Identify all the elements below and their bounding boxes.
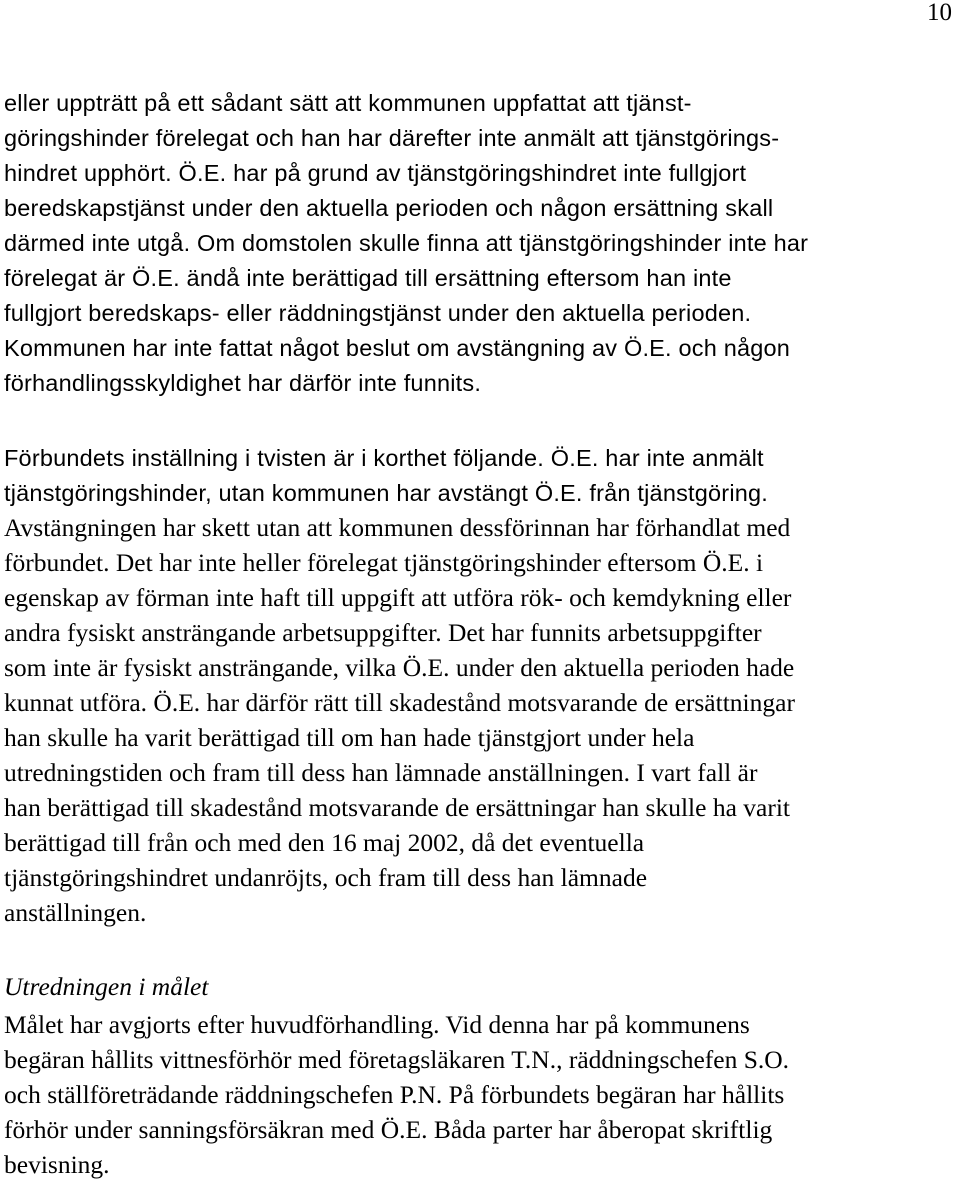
paragraph-2-line-6: andra fysiskt ansträngande arbetsuppgifter. Det har funnits arbetsuppgifter (4, 618, 762, 647)
paragraph-3-line-3: och ställföreträdande räddningschefen P.N. På förbundets begäran har hållits (4, 1080, 785, 1109)
paragraph-2-line-8: kunnat utföra. Ö.E. har därför rätt till skadestånd motsvarande de ersättningar (4, 688, 795, 717)
paragraph-2-line-5: egenskap av förman inte haft till uppgift att utföra rök- och kemdykning eller (4, 583, 792, 612)
section-heading: Utredningen i målet (4, 972, 209, 1001)
paragraph-2-line-10: utredningstiden och fram till dess han lämnade anställningen. I vart fall är (4, 758, 758, 787)
paragraph-2-line-1: Förbundets inställning i tvisten är i korthet följande. Ö.E. har inte anmält (4, 445, 764, 471)
paragraph-1-line-2: göringshinder förelegat och han har därefter inte anmält att tjänstgörings- (4, 125, 780, 151)
paragraph-1-line-4: beredskapstjänst under den aktuella perioden och någon ersättning skall (4, 195, 774, 221)
paragraph-3-line-2: begäran hållits vittnesförhör med företagsläkaren T.N., räddningschefen S.O. (4, 1045, 790, 1074)
paragraph-1-line-8: Kommunen har inte fattat något beslut om avstängning av Ö.E. och någon (4, 335, 791, 361)
paragraph-2-line-13: tjänstgöringshindret undanröjts, och fram till dess han lämnade (4, 863, 648, 892)
paragraph-1-line-5: därmed inte utgå. Om domstolen skulle finna att tjänstgöringshinder inte har (4, 230, 809, 256)
paragraph-2-line-2: tjänstgöringshinder, utan kommunen har avstängt Ö.E. från tjänstgöring. (4, 480, 769, 506)
paragraph-2-line-12: berättigad till från och med den 16 maj 2002, då det eventuella (4, 828, 645, 857)
paragraph-2-line-4: förbundet. Det har inte heller förelegat tjänstgöringshinder eftersom Ö.E. i (4, 548, 764, 577)
paragraph-1-line-3: hindret upphört. Ö.E. har på grund av tjänstgöringshindret inte fullgjort (4, 160, 747, 186)
paragraph-1-line-9: förhandlingsskyldighet har därför inte funnits. (4, 370, 482, 396)
paragraph-3-line-4: förhör under sanningsförsäkran med Ö.E. Båda parter har åberopat skriftlig (4, 1115, 773, 1144)
paragraph-2-line-9: han skulle ha varit berättigad till om han hade tjänstgjort under hela (4, 723, 695, 752)
paragraph-2-line-3: Avstängningen har skett utan att kommunen dessförinnan har förhandlat med (4, 513, 791, 542)
page-number: 10 (927, 0, 952, 26)
paragraph-2-line-11: han berättigad till skadestånd motsvarande de ersättningar han skulle ha varit (4, 793, 790, 822)
paragraph-1-line-6: förelegat är Ö.E. ändå inte berättigad till ersättning eftersom han inte (4, 265, 732, 291)
paragraph-3-line-1: Målet har avgjorts efter huvudförhandling. Vid denna har på kommunens (4, 1010, 750, 1039)
paragraph-2-line-7: som inte är fysiskt ansträngande, vilka Ö.E. under den aktuella perioden hade (4, 653, 795, 682)
paragraph-2-line-14: anställningen. (4, 898, 147, 927)
paragraph-1-line-1: eller uppträtt på ett sådant sätt att kommunen uppfattat att tjänst- (4, 90, 692, 116)
paragraph-1-line-7: fullgjort beredskaps- eller räddningstjänst under den aktuella perioden. (4, 300, 752, 326)
paragraph-3-line-5: bevisning. (4, 1150, 110, 1179)
